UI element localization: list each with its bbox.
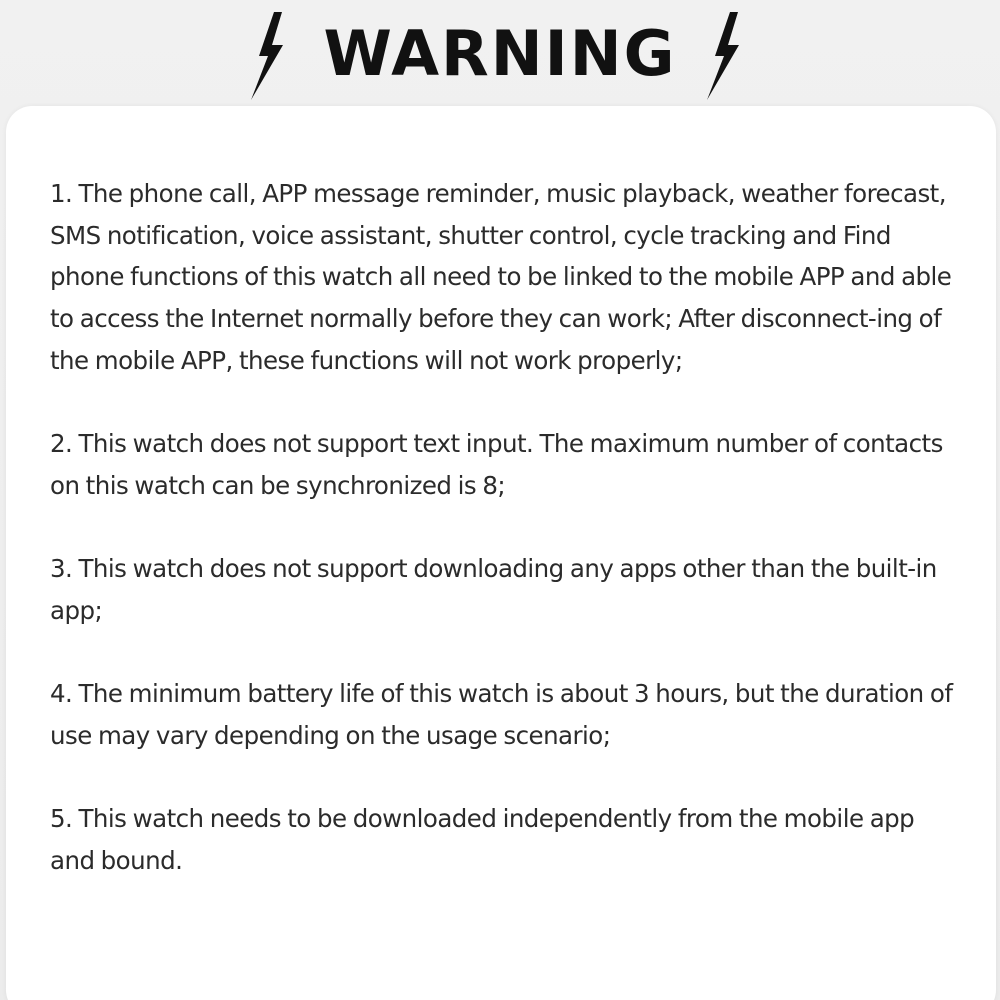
lightning-bolt-icon [706, 12, 740, 100]
warning-item-1: 1. The phone call, APP message reminder, music playback, weather forecast, SMS notification, voice assistant, shutter control, cycle tracking and Find phone functions of this watch all need to be linked to the mobile APP and able to access the Internet normally before they can work; After disconnect-ing of the mobile APP, these functions will not work properly; [50, 179, 952, 375]
warning-item-3: 3. This watch does not support downloading any apps other than the built-in app; [50, 554, 937, 625]
warning-list [50, 173, 960, 924]
page-title: WARNING [323, 17, 677, 90]
warning-header [0, 0, 1000, 110]
warning-item-5: 5. This watch needs to be downloaded independently from the mobile app and bound. [50, 804, 915, 876]
warning-item-4: 4. The minimum battery life of this watch is about 3 hours, but the duration of use may vary depending on the usage scenario; [50, 679, 953, 751]
warning-item-2: 2. This watch does not support text input. The maximum number of contacts on this watch can be synchronized is 8; [50, 429, 943, 500]
